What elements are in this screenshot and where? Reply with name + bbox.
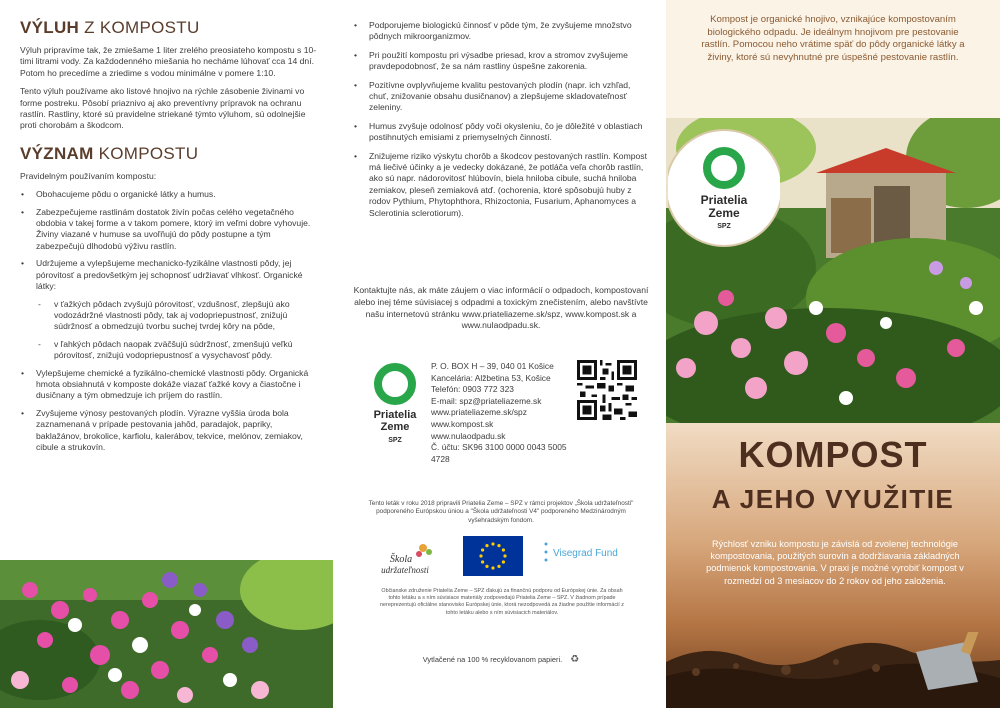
- cover-panel: [666, 0, 1000, 708]
- middle-panel-content: [353, 20, 649, 225]
- qr-code-icon: [577, 360, 637, 420]
- vyznam-item-4: • Vylepšujeme chemické a fyzikálno-chemické vlastnosti pôdy. Organická hmota obsiahnutá v komposte dokáže viazať ťažké kovy a čiastočne i dusičnany a tým obmedzuje ich príjem do rastlín.: [20, 368, 318, 402]
- skola-line2: udržateľnosti: [381, 565, 429, 575]
- visegrad-fund-logo: Visegrad Fund: [553, 548, 618, 559]
- recycled-note: [353, 654, 649, 665]
- address-line-2: Kancelária: Alžbetina 53, Košice: [431, 372, 551, 383]
- disclaimer-text: Občianske združenie Priatelia Zeme – SPZ ďakujú za finančnú podporu od Európskej únie. Za obsah tohto letáku a s ním súvisiace materiály zodpovedajú Priatelia Zeme – SPZ. V žiadnom prípade nereprezentujú oficiálne stanovisko Európskej únie, ktorá nezodpovedá za žiadne použitie informácií z tohto letáku alebo s ním súvisiacich materiálov.: [380, 588, 624, 616]
- cover-logo-line1: Priatelia: [700, 193, 748, 207]
- vyznam-item-3: [20, 258, 318, 361]
- left-panel-content: [20, 18, 318, 459]
- soil-illustration: [666, 632, 1000, 708]
- vyluh-paragraph-2: Tento výluh používame ako listové hnojivo na rýchle zásobenie živinami vo forme postreku. Pôsobí priaznivo aj ako preventívny prípravok na ochranu rastlín. Rastliny, ktoré sú pravidelne striekané týmto výluhom, sú odolnejšie proti chorobám a škodcom.: [20, 86, 306, 131]
- middle-panel: [333, 0, 666, 708]
- vyznam-heading: [20, 144, 318, 164]
- benefit-item-5: • Znižujeme riziko výskytu chorôb a škodcov pestovaných rastlín. Kompost má liečivé účinky a je vedecky dokázané, že potláča veľa chorôb rastlín, ako sú napr. nádorovitosť hlúbovín, biela hniloba cibule, suchá hniloba zemiakov, pleseň zemiaková atď. (ochorenia, ktoré spôsobujú huby z rodov Pythium, Phytophthora, Rhizoctonia, Fusarium, Aphanomyces a Sclerotinia sclerotiorum).: [353, 151, 649, 219]
- address-line-1: P. O. BOX H – 39, 040 01 Košice: [431, 361, 554, 371]
- visegrad-dots-icon: [543, 540, 553, 570]
- vyznam-intro: Pravidelným používaním kompostu:: [20, 170, 157, 181]
- benefit-item-1: • Podporujeme biologickú činnosť v pôde tým, že zvyšujeme množstvo pôdnych mikroorganizmov.: [353, 20, 649, 43]
- benefits-list: [353, 20, 649, 219]
- cover-intro-text: Kompost je organické hnojivo, vznikajúce kompostovaním biologického odpadu. Je ideálnym hnojivom pre pestovanie rastlín. Pomocou neho vrátime späť do pôdy organické látky a živiny, ktoré sú nevyhnutné pre úspešné pestovanie rastlín.: [701, 14, 965, 63]
- benefit-item-3: • Pozitívne ovplyvňujeme kvalitu pestovaných plodín (napr. ich vzhľad, chuť, znižovanie obsahu dusičnanov) a zlepšujeme skladovateľnosť zeleniny.: [353, 80, 649, 114]
- project-text: Tento leták v roku 2018 pripravili Priatelia Zeme – SPZ v rámci projektov „Škola udržateľnosti" podporeného Európskou úniou a "Škola udržateľnosti V4" podporeného Medzinárodným vyšehradským fondom.: [368, 500, 634, 524]
- contact-text: Kontaktujte nás, ak máte záujem o viac informácií o odpadoch, kompostovaní alebo inej téme súvisiacej s odpadmi a toxickým znečistením, alebo navštívte našu internetovú stránku www.priateliazeme.sk/spz, www.kompost.sk a www.nulaodpadu.sk.: [353, 285, 649, 331]
- cover-description: Rýchlosť vzniku kompostu je závislá od zvolenej technológie kompostovania, použitých surovín a dodržiavania základných podmienok kompostovania. V praxi je možné vyrobiť kompost v rozmedzí od 3 mesiacov do 2 rokov od jeho založenia.: [706, 539, 964, 586]
- vyznam-list: [20, 189, 318, 453]
- skola-logo-icon: [371, 540, 441, 580]
- logo-line1: Priatelia: [373, 409, 417, 421]
- cover-logo-icon: [668, 118, 780, 256]
- qr-code: [577, 360, 637, 420]
- cover-subtitle: A JEHO VYUŽITIE: [711, 484, 955, 514]
- cover-intro: [666, 0, 1000, 118]
- left-panel: [0, 0, 333, 708]
- vyznam-item-5: • Zvyšujeme výnosy pestovaných plodín. Výrazne vyššia úroda bola zaznamenaná v prípade pestovania jahôd, paradajok, papriky, baklažánov, brokolice, karfiolu, kalerábov, tekvice, melónov, zemiakov, cibule a strukovín.: [20, 408, 318, 454]
- recycled-text: Vytlačené na 100 % recyklovanom papieri.: [422, 655, 563, 664]
- vyluh-heading-rest: Z KOMPOSTU: [79, 18, 200, 37]
- cover-logo-line2: Zeme: [708, 206, 740, 220]
- vyznam-item-3-text: Udržujeme a vylepšujeme mechanicko-fyzikálne vlastnosti pôdy, jej pórovitosť a predovšetkým jej schopnosť udržiavať vlhkosť. Organické látky:: [36, 258, 303, 292]
- vyluh-heading: [20, 18, 318, 38]
- logo-line2: Zeme: [380, 421, 410, 433]
- vyluh-paragraph-1: Výluh pripravíme tak, že zmiešame 1 liter zrelého preosiateho kompostu s 10-timi litrami vody. Za každodenného miešania ho necháme lúhovať cca 14 dní. Potom ho precedíme a zriedime s vodou minimálne v pomere 1:10.: [20, 45, 317, 78]
- eu-flag-logo: [463, 536, 523, 576]
- cover-logo: [668, 118, 780, 256]
- address-line-7: www.nulaodpadu.sk: [431, 430, 506, 441]
- cover-title: KOMPOST: [738, 434, 928, 475]
- address-line-5: www.priateliazeme.sk/spz: [431, 407, 527, 418]
- vyznam-sub-list: [36, 299, 318, 362]
- benefit-item-4: • Humus zvyšuje odolnosť pôdy voči okysleniu, čo je dôležité v oblastiach postihnutých emisiami z priemyselných činností.: [353, 121, 649, 144]
- skola-udrzatelnosti-logo: [371, 540, 441, 580]
- flowers-illustration: [0, 560, 333, 708]
- skola-line1: Škola: [389, 554, 413, 565]
- eu-stars-icon: [463, 536, 523, 576]
- address-line-4: E-mail: spz@priateliazeme.sk: [431, 395, 542, 406]
- recycle-icon: ♻: [570, 654, 580, 665]
- cover-logo-line3: SPZ: [717, 223, 731, 230]
- vyznam-heading-rest: KOMPOSTU: [93, 143, 199, 163]
- benefit-item-2: • Pri použití kompostu pri výsadbe priesad, krov a stromov zvyšujeme pravdepodobnosť, že sa nám rastliny úspešne zakorenia.: [353, 50, 649, 73]
- logo-line3: SPZ: [388, 437, 402, 444]
- vyznam-item-1: • Obohacujeme pôdu o organické látky a humus.: [20, 189, 318, 200]
- vyznam-sub-item-1: - v ťažkých pôdach zvyšujú pórovitosť, vzdušnosť, zlepšujú ako vodozádržné vlastnosti pôdy, tak aj vodopriepustnosť, znižujú súdržnosť a obmedzujú tvorbu suchej tvrdej kôry na pôde,: [36, 299, 318, 333]
- address-block: [431, 361, 581, 465]
- vyluh-heading-bold: VÝLUH: [20, 18, 80, 37]
- address-line-8: Č. účtu: SK96 3100 0000 0043 5005 4728: [431, 442, 567, 464]
- address-line-3: Telefón: 0903 772 323: [431, 384, 514, 395]
- vyznam-heading-bold: VÝZNAM: [20, 143, 94, 163]
- vyznam-item-2: • Zabezpečujeme rastlinám dostatok živín počas celého vegetačného obdobia v takej forme a v takom pomere, ktorý im veľmi dobre vyhovuje. Živiny viazané v humuse sa uvoľňujú do pôdy postupne a tým zabezpečujú dlhodobú výživu rastlín.: [20, 207, 318, 253]
- address-line-6: www.kompost.sk: [431, 418, 494, 429]
- flowers-photo: [0, 560, 333, 708]
- soil-photo: [666, 632, 1000, 708]
- vyznam-sub-item-2: - v ľahkých pôdach naopak zväčšujú súdržnosť, zmenšujú veľkú pórovitosť, znižujú vodopriepustnosť a vysychavosť pôdy.: [36, 339, 318, 362]
